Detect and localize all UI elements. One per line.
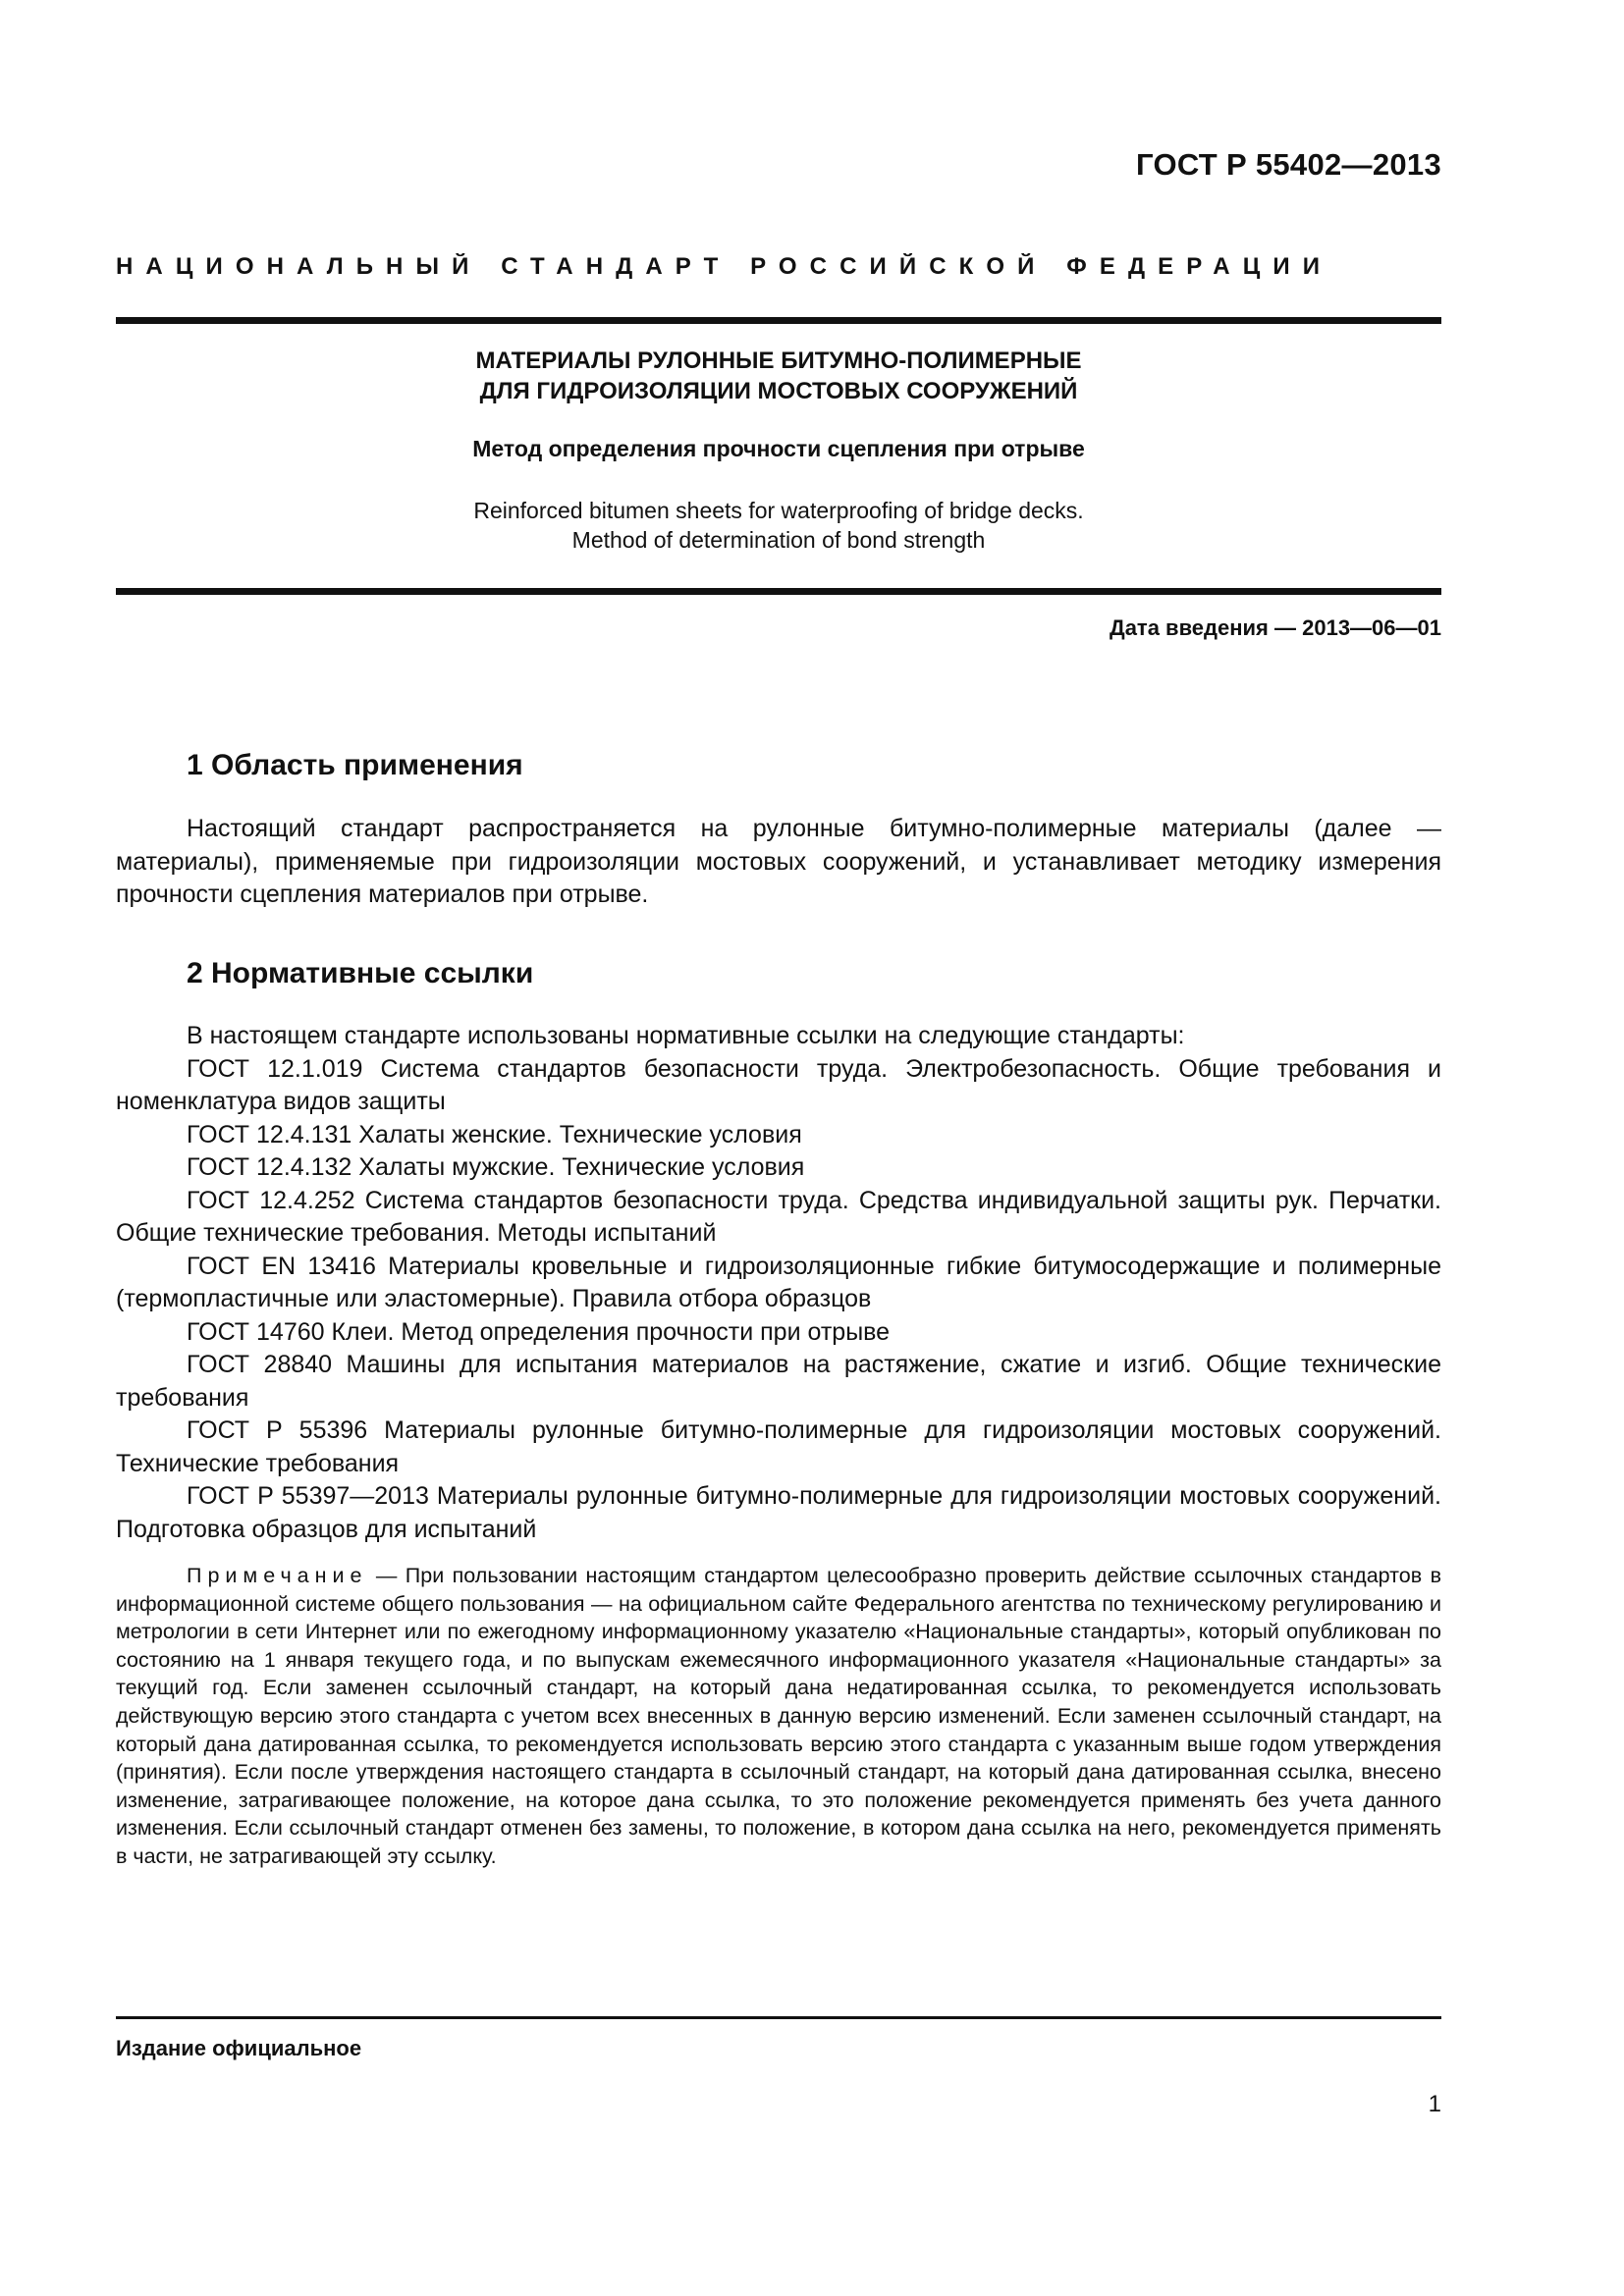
title-block: [116, 346, 1441, 555]
references-list: [116, 1020, 1441, 1546]
section-scope-text: Настоящий стандарт распространяется на рулонные битумно-полимерные материалы (далее — материалы), применяемые при гидроизоляции мостовых сооружений, и устанавливает методику измерения прочности сцепления материалов при отрыве.: [116, 815, 1441, 908]
subtitle-ru: Метод определения прочности сцепления при отрыве: [472, 436, 1085, 461]
references-note: [116, 1562, 1441, 1871]
edition-label: Издание официальное: [116, 2036, 362, 2060]
title-rule: [116, 588, 1441, 595]
reference-item: ГОСТ 12.4.131 Халаты женские. Технические условия: [187, 1120, 802, 1148]
page-number: 1: [1428, 2091, 1441, 2117]
references-intro: В настоящем стандарте использованы нормативные ссылки на следующие стандарты:: [187, 1022, 1185, 1049]
reference-item: ГОСТ 12.4.132 Халаты мужские. Технические условия: [187, 1153, 805, 1181]
reference-item: ГОСТ Р 55397—2013 Материалы рулонные битумно-полимерные для гидроизоляции мостовых сооружений. Подготовка образцов для испытаний: [116, 1482, 1441, 1543]
section-heading-references: 2 Нормативные ссылки: [187, 957, 534, 989]
reference-item: ГОСТ EN 13416 Материалы кровельные и гидроизоляционные гибкие битумосодержащие и полимерные (термопластичные или эластомерные). Правила отбора образцов: [116, 1252, 1441, 1312]
note-label: Примечание: [187, 1564, 368, 1587]
note-text: — При пользовании настоящим стандартом целесообразно проверить действие ссылочных стандартов в информационной системе общего пользования — на официальном сайте Федерального агентства по техническому регулированию и метрологии в сети Интернет или по ежегодному информационному указателю «Национальные стандарты», который опубликован по состоянию на 1 января текущего года, и по выпускам ежемесячного информационного указателя «Национальные стандарты» за текущий год. Если заменен ссылочный стандарт, на который дана недатированная ссылка, то рекомендуется использовать действующую версию этого стандарта с учетом всех внесенных в данную версию изменений. Если заменен ссылочный стандарт, на который дана датированная ссылка, то рекомендуется использовать версию этого стандарта с указанным выше годом утверждения (принятия). Если после утверждения настоящего стандарта в ссылочный стандарт, на который дана датированная ссылка, внесено изменение, затрагивающее положение, на которое дана ссылка, то это положение рекомендуется применять без учета данного изменения. Если ссылочный стандарт отменен без замены, то положение, в котором дана ссылка на него, рекомендуется применять в части, не затрагивающей эту ссылку.: [116, 1564, 1441, 1868]
reference-item: ГОСТ Р 55396 Материалы рулонные битумно-полимерные для гидроизоляции мостовых сооружений. Технические требования: [116, 1416, 1441, 1477]
title-ru-line1: МАТЕРИАЛЫ РУЛОННЫЕ БИТУМНО-ПОЛИМЕРНЫЕ: [475, 347, 1082, 374]
title-ru-line2: ДЛЯ ГИДРОИЗОЛЯЦИИ МОСТОВЫХ СООРУЖЕНИЙ: [479, 378, 1078, 404]
national-standard-title: НАЦИОНАЛЬНЫЙ СТАНДАРТ РОССИЙСКОЙ ФЕДЕРАЦИИ: [116, 253, 1333, 280]
reference-item: ГОСТ 28840 Машины для испытания материалов на растяжение, сжатие и изгиб. Общие технические требования: [116, 1351, 1441, 1412]
reference-item: ГОСТ 12.4.252 Система стандартов безопасности труда. Средства индивидуальной защиты рук. Перчатки. Общие технические требования. Методы испытаний: [116, 1186, 1441, 1247]
document-code: ГОСТ Р 55402—2013: [1136, 147, 1441, 182]
reference-item: ГОСТ 14760 Клеи. Метод определения прочности при отрыве: [187, 1317, 891, 1346]
header-rule: [116, 317, 1441, 324]
footer-rule: [116, 2016, 1441, 2019]
section-heading-scope: 1 Область применения: [187, 749, 523, 781]
introduction-date: Дата введения — 2013—06—01: [1110, 615, 1441, 640]
reference-item: ГОСТ 12.1.019 Система стандартов безопасности труда. Электробезопасность. Общие требования и номенклатура видов защиты: [116, 1054, 1441, 1115]
title-en-line2: Method of determination of bond strength: [571, 527, 986, 553]
title-en-line1: Reinforced bitumen sheets for waterproofing of bridge decks.: [473, 498, 1084, 523]
